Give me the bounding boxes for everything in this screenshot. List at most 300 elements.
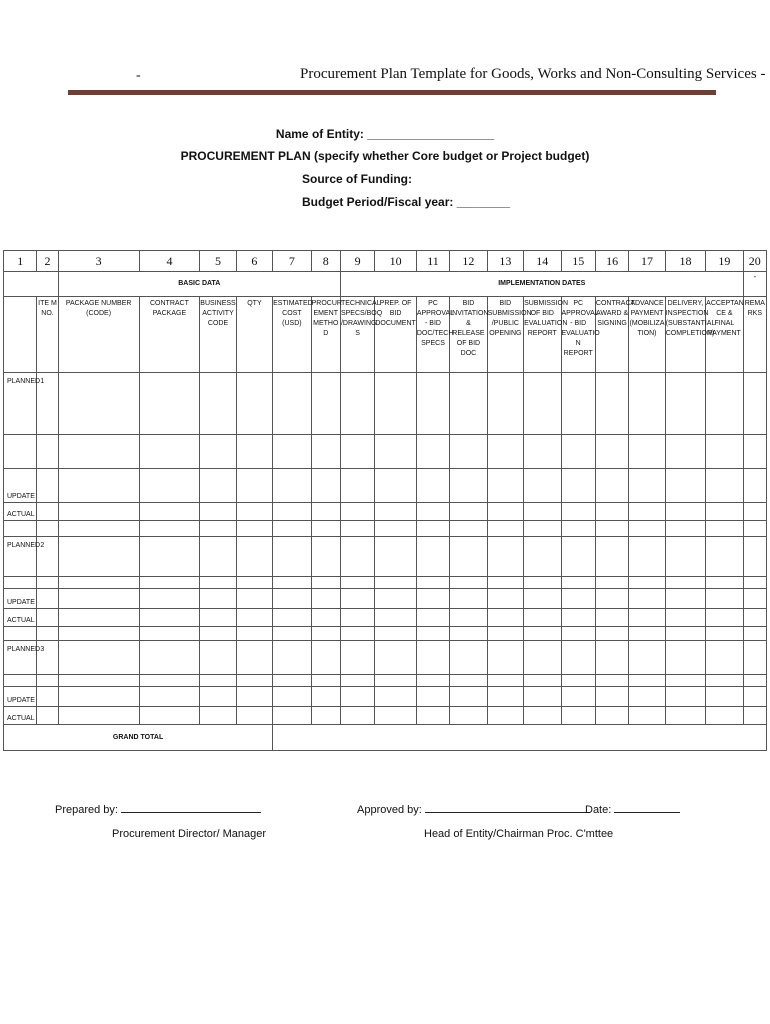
column-number: 19 bbox=[706, 251, 743, 272]
section-header-row bbox=[4, 272, 767, 297]
table-cell bbox=[311, 641, 340, 675]
row-status-cell bbox=[4, 577, 37, 589]
item-number-cell bbox=[37, 435, 58, 469]
column-header-cell bbox=[236, 297, 272, 373]
table-cell bbox=[450, 589, 487, 609]
row-status-cell bbox=[4, 521, 37, 537]
table-cell bbox=[487, 577, 523, 589]
table-row bbox=[4, 373, 767, 435]
column-header-cell bbox=[311, 297, 340, 373]
table-cell bbox=[595, 537, 628, 577]
column-header-label: ACCEPTAN CE & FINAL PAYMENT bbox=[706, 300, 744, 337]
table-cell bbox=[273, 627, 311, 641]
table-cell bbox=[273, 469, 311, 503]
column-header-cell bbox=[273, 297, 311, 373]
table-cell bbox=[665, 627, 705, 641]
table-cell bbox=[416, 589, 449, 609]
column-header-label: PC APPROVAL - BID EVALUATIO N REPORT bbox=[561, 300, 600, 357]
table-cell bbox=[416, 435, 449, 469]
column-number: 7 bbox=[273, 251, 311, 272]
table-cell bbox=[273, 589, 311, 609]
section-blank-cell bbox=[4, 272, 59, 297]
item-number-cell bbox=[37, 589, 58, 609]
column-number: 8 bbox=[311, 251, 340, 272]
table-cell bbox=[665, 577, 705, 589]
column-number: 5 bbox=[200, 251, 236, 272]
table-cell bbox=[200, 503, 236, 521]
item-number-cell bbox=[37, 641, 58, 675]
table-cell bbox=[595, 577, 628, 589]
table-cell bbox=[706, 609, 743, 627]
table-cell bbox=[487, 537, 523, 577]
table-cell bbox=[58, 589, 139, 609]
entity-name-field: Name of Entity: ___________________ bbox=[275, 127, 495, 141]
table-cell bbox=[273, 687, 311, 707]
table-cell bbox=[58, 675, 139, 687]
table-row bbox=[4, 627, 767, 641]
column-number: 4 bbox=[139, 251, 200, 272]
table-cell bbox=[200, 707, 236, 725]
row-status-cell bbox=[4, 589, 37, 609]
table-cell bbox=[706, 675, 743, 687]
table-cell bbox=[200, 521, 236, 537]
column-header-label: DELIVERY, INSPECTION (SUBSTANTIAL COMPLETION) bbox=[665, 300, 716, 337]
table-cell bbox=[665, 503, 705, 521]
table-cell bbox=[706, 521, 743, 537]
table-cell bbox=[416, 373, 449, 435]
column-header-cell bbox=[375, 297, 416, 373]
column-number: 18 bbox=[665, 251, 705, 272]
column-header-label: TECHNICAL SPECS/BOQ /DRAWING S bbox=[340, 300, 383, 337]
table-cell bbox=[139, 609, 200, 627]
table-cell bbox=[595, 435, 628, 469]
table-cell bbox=[311, 469, 340, 503]
table-cell bbox=[743, 577, 766, 589]
table-cell bbox=[665, 537, 705, 577]
table-cell bbox=[340, 687, 374, 707]
row-status-cell bbox=[4, 435, 37, 469]
table-cell bbox=[200, 627, 236, 641]
table-cell bbox=[524, 373, 561, 435]
table-cell bbox=[487, 373, 523, 435]
grand-total-row bbox=[4, 725, 767, 751]
item-number-cell bbox=[37, 577, 58, 589]
table-cell bbox=[340, 627, 374, 641]
item-number: 2 bbox=[40, 542, 45, 549]
table-cell bbox=[706, 577, 743, 589]
table-cell bbox=[706, 627, 743, 641]
table-cell bbox=[311, 687, 340, 707]
table-cell bbox=[450, 627, 487, 641]
row-status-label: ACTUAL bbox=[7, 715, 35, 722]
table-cell bbox=[706, 435, 743, 469]
table-cell bbox=[524, 675, 561, 687]
column-header-label: PC APPROVAL - BID DOC/TECH SPECS bbox=[416, 300, 455, 347]
column-number: 9 bbox=[340, 251, 374, 272]
table-cell bbox=[706, 469, 743, 503]
column-number: 12 bbox=[450, 251, 487, 272]
item-number-cell bbox=[37, 373, 58, 435]
row-status-cell bbox=[4, 373, 41, 435]
table-cell bbox=[561, 627, 595, 641]
column-header-label bbox=[4, 297, 36, 299]
table-cell bbox=[58, 707, 139, 725]
column-header-cell bbox=[416, 297, 455, 373]
table-cell bbox=[58, 577, 139, 589]
table-cell bbox=[375, 577, 416, 589]
table-cell bbox=[524, 687, 561, 707]
table-cell bbox=[340, 609, 374, 627]
row-status-cell bbox=[4, 609, 37, 627]
table-cell bbox=[236, 537, 272, 577]
table-cell bbox=[629, 373, 665, 435]
table-cell bbox=[561, 589, 595, 609]
column-header-label: PACKAGE NUMBER (CODE) bbox=[65, 300, 132, 317]
table-cell bbox=[139, 521, 200, 537]
table-cell bbox=[706, 537, 743, 577]
column-header-cell bbox=[561, 297, 600, 373]
table-cell bbox=[629, 641, 665, 675]
table-cell bbox=[311, 503, 340, 521]
column-header-label: ADVANCE PAYMENT (MOBILIZA TION) bbox=[629, 300, 665, 337]
table-cell bbox=[58, 641, 139, 675]
table-cell bbox=[375, 627, 416, 641]
basic-data-heading: BASIC DATA bbox=[58, 272, 340, 297]
table-row bbox=[4, 675, 767, 687]
column-header-cell bbox=[743, 297, 766, 373]
table-cell bbox=[416, 641, 449, 675]
source-of-funding-field: Source of Funding: bbox=[302, 172, 412, 186]
table-cell bbox=[416, 675, 449, 687]
table-cell bbox=[340, 503, 374, 521]
table-cell bbox=[200, 469, 236, 503]
table-row bbox=[4, 469, 767, 503]
table-cell bbox=[139, 503, 200, 521]
table-cell bbox=[561, 503, 595, 521]
table-cell bbox=[375, 589, 416, 609]
table-cell bbox=[595, 609, 628, 627]
table-cell bbox=[524, 589, 561, 609]
implementation-dates-heading: IMPLEMENTATION DATES bbox=[340, 272, 743, 297]
table-cell bbox=[139, 469, 200, 503]
table-cell bbox=[416, 609, 449, 627]
table-cell bbox=[200, 687, 236, 707]
document-title: Procurement Plan Template for Goods, Works and Non-Consulting Services - bbox=[300, 66, 766, 82]
table-cell bbox=[743, 589, 766, 609]
item-number-cell bbox=[37, 627, 58, 641]
table-cell bbox=[273, 373, 311, 435]
table-row bbox=[4, 503, 767, 521]
grand-total-value-cell bbox=[273, 725, 767, 751]
table-cell bbox=[58, 627, 139, 641]
item-number-cell bbox=[37, 707, 58, 725]
table-cell bbox=[561, 707, 595, 725]
column-number: 2 bbox=[37, 251, 58, 272]
table-cell bbox=[311, 435, 340, 469]
table-cell bbox=[200, 589, 236, 609]
table-cell bbox=[487, 469, 523, 503]
table-cell bbox=[200, 537, 236, 577]
column-number: 17 bbox=[629, 251, 665, 272]
table-cell bbox=[340, 675, 374, 687]
table-cell bbox=[743, 469, 766, 503]
table-cell bbox=[139, 707, 200, 725]
table-cell bbox=[311, 589, 340, 609]
table-cell bbox=[340, 707, 374, 725]
item-number: 1 bbox=[40, 378, 45, 385]
table-cell bbox=[487, 589, 523, 609]
table-cell bbox=[236, 609, 272, 627]
table-cell bbox=[629, 609, 665, 627]
item-number-cell bbox=[37, 675, 58, 687]
table-cell bbox=[416, 537, 449, 577]
column-number: 16 bbox=[595, 251, 628, 272]
table-cell bbox=[629, 589, 665, 609]
table-cell bbox=[200, 435, 236, 469]
table-cell bbox=[273, 521, 311, 537]
table-cell bbox=[236, 373, 272, 435]
table-cell bbox=[273, 707, 311, 725]
column-header-cell bbox=[340, 297, 383, 373]
column-header-label: CONTRACT AWARD & SIGNING bbox=[595, 300, 635, 327]
table-cell bbox=[743, 641, 766, 675]
column-header-cell bbox=[524, 297, 569, 373]
table-row bbox=[4, 641, 767, 675]
table-cell bbox=[487, 707, 523, 725]
corner-mark: - bbox=[743, 272, 766, 297]
header-rule bbox=[68, 90, 716, 95]
table-cell bbox=[273, 503, 311, 521]
column-number: 14 bbox=[524, 251, 561, 272]
table-cell bbox=[629, 469, 665, 503]
column-number: 1 bbox=[4, 251, 37, 272]
table-cell bbox=[706, 373, 743, 435]
table-cell bbox=[665, 687, 705, 707]
row-status-cell bbox=[4, 469, 37, 503]
approved-by-field bbox=[357, 804, 590, 816]
table-cell bbox=[629, 537, 665, 577]
approved-by-role: Head of Entity/Chairman Proc. C'mttee bbox=[424, 828, 614, 840]
item-number: 3 bbox=[40, 646, 45, 653]
table-cell bbox=[375, 609, 416, 627]
row-status-label: UPDATE bbox=[7, 493, 35, 500]
row-status-label: ACTUAL bbox=[7, 511, 35, 518]
column-header-label: PREP. OF BID DOCUMENT bbox=[375, 300, 416, 327]
column-header-cell bbox=[595, 297, 635, 373]
column-number: 3 bbox=[58, 251, 139, 272]
table-cell bbox=[629, 435, 665, 469]
table-cell bbox=[743, 503, 766, 521]
prepared-by-field bbox=[55, 804, 261, 816]
table-cell bbox=[236, 577, 272, 589]
item-number-cell bbox=[37, 537, 58, 577]
table-cell bbox=[340, 435, 374, 469]
table-cell bbox=[416, 577, 449, 589]
row-status-cell bbox=[4, 675, 37, 687]
table-cell bbox=[595, 469, 628, 503]
table-cell bbox=[311, 707, 340, 725]
prepared-by-role: Procurement Director/ Manager bbox=[112, 828, 267, 840]
table-cell bbox=[200, 609, 236, 627]
table-cell bbox=[743, 609, 766, 627]
column-header-label: BUSINESS ACTIVITY CODE bbox=[200, 300, 236, 327]
table-cell bbox=[561, 469, 595, 503]
table-cell bbox=[706, 707, 743, 725]
table-cell bbox=[487, 609, 523, 627]
table-cell bbox=[487, 675, 523, 687]
table-cell bbox=[139, 577, 200, 589]
table-row bbox=[4, 589, 767, 609]
table-cell bbox=[595, 675, 628, 687]
column-header-cell bbox=[706, 297, 743, 373]
table-cell bbox=[561, 609, 595, 627]
column-number: 20 bbox=[743, 251, 766, 272]
table-cell bbox=[236, 641, 272, 675]
table-cell bbox=[200, 373, 236, 435]
table-cell bbox=[340, 577, 374, 589]
table-cell bbox=[236, 707, 272, 725]
table-cell bbox=[58, 609, 139, 627]
table-cell bbox=[311, 521, 340, 537]
table-cell bbox=[375, 675, 416, 687]
grand-total-label: GRAND TOTAL bbox=[4, 725, 273, 751]
date-field bbox=[585, 804, 680, 816]
table-cell bbox=[139, 687, 200, 707]
table-cell bbox=[629, 707, 665, 725]
table-cell bbox=[375, 537, 416, 577]
table-cell bbox=[273, 537, 311, 577]
column-header-label: SUBMISSION OF BID EVALUATION REPORT bbox=[524, 300, 569, 337]
column-header-label: ESTIMATED COST (USD) bbox=[273, 300, 313, 327]
table-cell bbox=[665, 435, 705, 469]
table-cell bbox=[450, 537, 487, 577]
table-cell bbox=[743, 707, 766, 725]
table-cell bbox=[375, 687, 416, 707]
table-cell bbox=[139, 641, 200, 675]
item-number-cell bbox=[37, 503, 58, 521]
table-cell bbox=[58, 469, 139, 503]
procurement-plan-table bbox=[3, 250, 767, 751]
table-cell bbox=[706, 503, 743, 521]
column-header-cell bbox=[58, 297, 139, 373]
table-cell bbox=[311, 627, 340, 641]
column-header-label: BID INVITATION & RELEASE OF BID DOC bbox=[450, 300, 489, 357]
table-cell bbox=[524, 521, 561, 537]
table-cell bbox=[200, 641, 236, 675]
column-header-cell bbox=[629, 297, 665, 373]
table-cell bbox=[340, 589, 374, 609]
column-number: 10 bbox=[375, 251, 416, 272]
table-cell bbox=[450, 707, 487, 725]
row-status-label: PLANNED bbox=[7, 646, 41, 653]
row-status-label: PLANNED bbox=[7, 378, 41, 385]
column-header-cell bbox=[4, 297, 37, 373]
table-cell bbox=[706, 687, 743, 707]
table-cell bbox=[524, 627, 561, 641]
table-cell bbox=[524, 641, 561, 675]
table-cell bbox=[311, 675, 340, 687]
table-row bbox=[4, 707, 767, 725]
table-cell bbox=[629, 675, 665, 687]
table-cell bbox=[524, 503, 561, 521]
column-header-row bbox=[4, 297, 767, 373]
table-cell bbox=[450, 675, 487, 687]
table-cell bbox=[450, 521, 487, 537]
column-number-row bbox=[4, 251, 767, 272]
table-cell bbox=[450, 435, 487, 469]
row-status-cell bbox=[4, 641, 41, 675]
table-cell bbox=[629, 521, 665, 537]
table-cell bbox=[665, 609, 705, 627]
header-dot: - bbox=[136, 68, 141, 83]
table-cell bbox=[743, 675, 766, 687]
row-status-label: UPDATE bbox=[7, 697, 35, 704]
table-cell bbox=[743, 521, 766, 537]
table-cell bbox=[375, 503, 416, 521]
table-cell bbox=[450, 503, 487, 521]
table-cell bbox=[450, 641, 487, 675]
table-cell bbox=[487, 521, 523, 537]
row-status-cell bbox=[4, 537, 41, 577]
table-row bbox=[4, 435, 767, 469]
row-status-label: PLANNED bbox=[7, 542, 41, 549]
column-number: 6 bbox=[236, 251, 272, 272]
table-cell bbox=[629, 503, 665, 521]
table-cell bbox=[665, 589, 705, 609]
table-cell bbox=[561, 435, 595, 469]
table-row bbox=[4, 609, 767, 627]
table-row bbox=[4, 577, 767, 589]
table-cell bbox=[595, 687, 628, 707]
table-cell bbox=[595, 707, 628, 725]
table-cell bbox=[487, 503, 523, 521]
column-header-cell bbox=[139, 297, 200, 373]
table-cell bbox=[561, 577, 595, 589]
table-cell bbox=[743, 687, 766, 707]
table-cell bbox=[139, 627, 200, 641]
table-cell bbox=[416, 503, 449, 521]
table-cell bbox=[139, 435, 200, 469]
table-cell bbox=[595, 373, 628, 435]
table-cell bbox=[595, 521, 628, 537]
column-header-label: BID SUBMISSION /PUBLIC OPENING bbox=[487, 300, 532, 337]
table-cell bbox=[236, 589, 272, 609]
column-number: 15 bbox=[561, 251, 595, 272]
table-cell bbox=[665, 675, 705, 687]
approved-by-signature-line bbox=[425, 812, 590, 813]
table-cell bbox=[524, 707, 561, 725]
date-signature-line bbox=[614, 812, 680, 813]
table-cell bbox=[416, 707, 449, 725]
table-cell bbox=[200, 675, 236, 687]
table-cell bbox=[416, 469, 449, 503]
budget-period-field: Budget Period/Fiscal year: ________ bbox=[302, 195, 511, 209]
table-cell bbox=[311, 373, 340, 435]
table-cell bbox=[273, 641, 311, 675]
row-status-label: UPDATE bbox=[7, 599, 35, 606]
table-cell bbox=[236, 687, 272, 707]
prepared-by-signature-line bbox=[121, 812, 261, 813]
row-status-cell bbox=[4, 503, 37, 521]
table-cell bbox=[450, 373, 487, 435]
table-cell bbox=[311, 609, 340, 627]
table-cell bbox=[375, 707, 416, 725]
table-cell bbox=[561, 521, 595, 537]
column-header-cell bbox=[665, 297, 716, 373]
table-cell bbox=[58, 435, 139, 469]
table-cell bbox=[340, 641, 374, 675]
item-number-cell bbox=[37, 687, 58, 707]
